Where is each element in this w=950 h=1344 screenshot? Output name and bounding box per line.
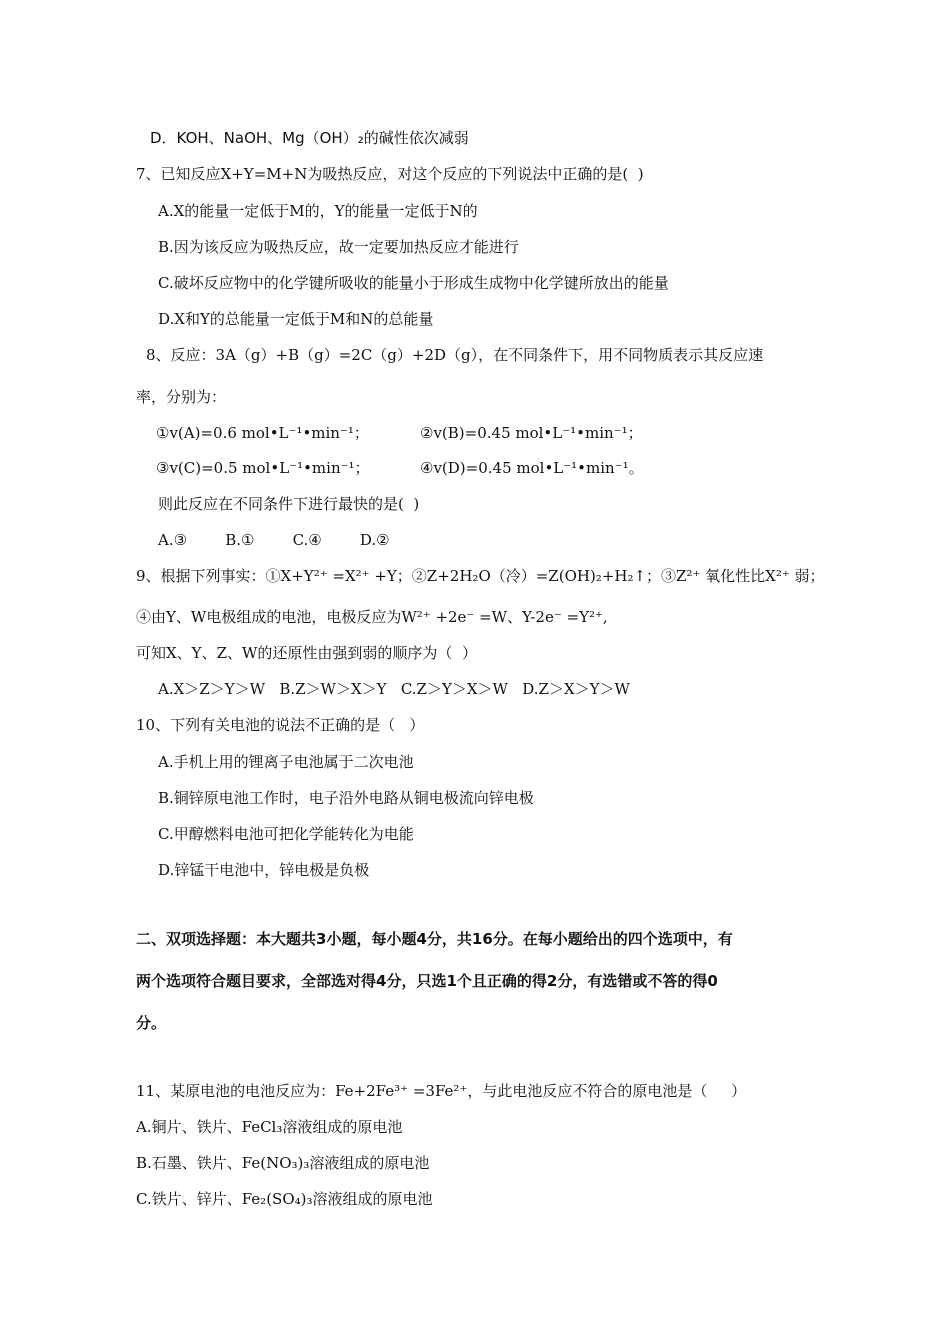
q11-option-a: A.铜片、铁片、FeCl₃溶液组成的原电池 xyxy=(136,1118,403,1136)
q10-option-c: C.甲醇燃料电池可把化学能转化为电能 xyxy=(158,825,414,843)
q8-rate-2: ②v(B)=0.45 mol•L⁻¹•min⁻¹； xyxy=(420,424,643,442)
q7-option-c: C.破坏反应物中的化学键所吸收的能量小于形成生成物中化学键所放出的能量 xyxy=(158,274,669,292)
q9-stem-line2: ④由Y、W电极组成的电池，电极反应为W²⁺ +2e⁻ =W、Y-2e⁻ =Y²⁺, xyxy=(136,608,608,626)
section2-heading-line2: 两个选项符合题目要求，全部选对得4分，只选1个且正确的得2分，有选错或不答的得0 xyxy=(136,972,718,990)
section2-heading-line3: 分。 xyxy=(136,1014,167,1032)
q7-option-a: A.X的能量一定低于M的，Y的能量一定低于N的 xyxy=(158,202,478,220)
q9-options: A.X＞Z＞Y＞W B.Z＞W＞X＞Y C.Z＞Y＞X＞W D.Z＞X＞Y＞W xyxy=(158,680,630,698)
q8-options: A.③ B.① C.④ D.② xyxy=(158,531,390,549)
q9-stem-line1: 9、根据下列事实：①X+Y²⁺ =X²⁺ +Y；②Z+2H₂O（冷）=Z(OH)₂+H₂↑；③Z²⁺ 氧化性比X²⁺ 弱； xyxy=(136,567,825,585)
q7-option-d: D.X和Y的总能量一定低于M和N的总能量 xyxy=(158,310,434,328)
q8-rate-3: ③v(C)=0.5 mol•L⁻¹•min⁻¹； xyxy=(156,459,370,477)
q11-stem: 11、某原电池的电池反应为：Fe+2Fe³⁺ =3Fe²⁺，与此电池反应不符合的原电池是（ ） xyxy=(136,1082,747,1100)
q7-stem: 7、已知反应X+Y=M+N为吸热反应，对这个反应的下列说法中正确的是( ) xyxy=(136,165,644,183)
q10-option-b: B.铜锌原电池工作时，电子沿外电路从铜电极流向锌电极 xyxy=(158,789,534,807)
q8-stem-line1: 8、反应：3A（g）+B（g）=2C（g）+2D（g），在不同条件下，用不同物质表示其反应速 xyxy=(146,346,764,364)
q8-stem-line2: 率，分别为： xyxy=(136,388,227,406)
q10-option-d: D.锌锰干电池中，锌电极是负极 xyxy=(158,861,370,879)
q9-stem-line3: 可知X、Y、Z、W的还原性由强到弱的顺序为（ ） xyxy=(136,644,477,662)
section2-heading-line1: 二、双项选择题：本大题共3小题，每小题4分，共16分。在每小题给出的四个选项中，有 xyxy=(136,930,733,948)
q8-rate-1: ①v(A)=0.6 mol•L⁻¹•min⁻¹； xyxy=(156,424,369,442)
q10-option-a: A.手机上用的锂离子电池属于二次电池 xyxy=(158,753,414,771)
q7-option-b: B.因为该反应为吸热反应，故一定要加热反应才能进行 xyxy=(158,238,519,256)
q11-option-c: C.铁片、锌片、Fe₂(SO₄)₃溶液组成的原电池 xyxy=(136,1190,433,1208)
q10-stem: 10、下列有关电池的说法不正确的是（ ） xyxy=(136,716,425,734)
q11-option-b: B.石墨、铁片、Fe(NO₃)₃溶液组成的原电池 xyxy=(136,1154,430,1172)
q8-question: 则此反应在不同条件下进行最快的是( ) xyxy=(158,495,420,513)
q6-option-d: D．KOH、NaOH、Mg（OH）₂的碱性依次减弱 xyxy=(150,129,469,147)
q8-rate-4: ④v(D)=0.45 mol•L⁻¹•min⁻¹。 xyxy=(420,459,644,477)
